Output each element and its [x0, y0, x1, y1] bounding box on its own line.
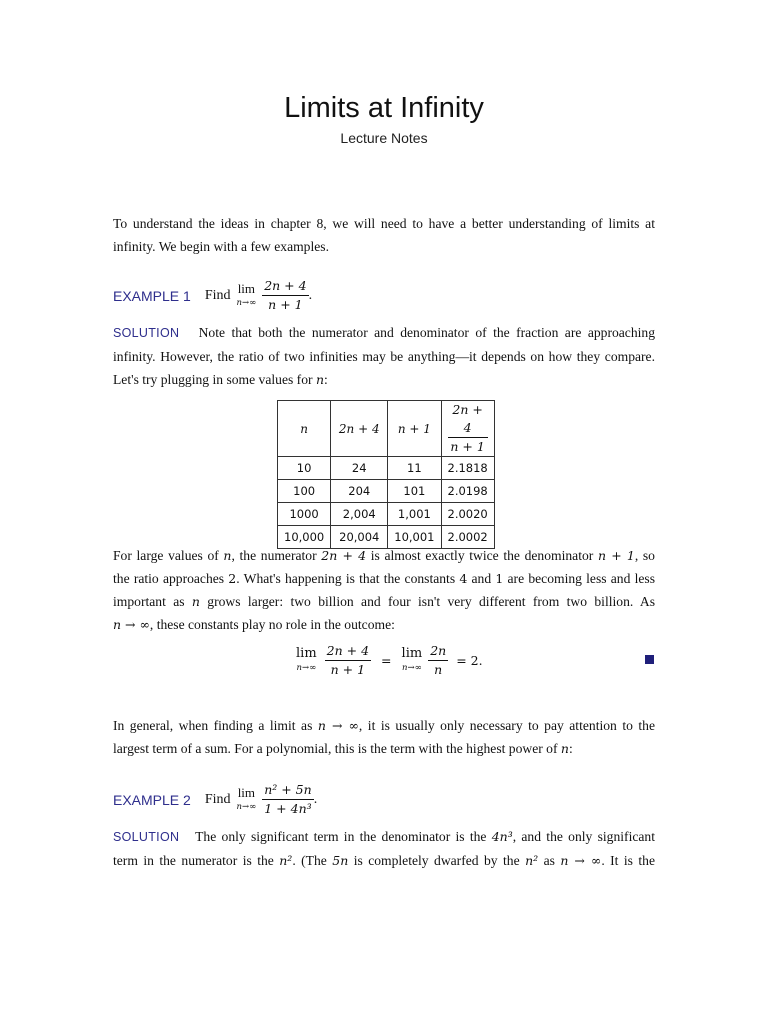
equals-sign: = — [381, 653, 392, 668]
solution-2-line-1: SOLUTION The only significant term in the denominator is the 4n³, and the only significant — [113, 829, 655, 844]
table-cell: 2,004 — [331, 503, 388, 526]
solution-2-label: SOLUTION — [113, 830, 180, 844]
example-2-period: . — [313, 791, 318, 807]
solution-1-paragraph — [113, 321, 655, 391]
solution-1-line-2: infinity. However, the ratio of two infinities may be anything—it depends on how they compare. — [113, 349, 655, 364]
fraction-numerator: 2n + 4 — [264, 278, 307, 293]
example-1 — [113, 277, 312, 314]
general-line-1: In general, when finding a limit as n → ∞, it is usually only necessary to pay attention to the — [113, 718, 655, 733]
example-2 — [113, 781, 317, 818]
intro-paragraph — [113, 212, 655, 258]
lim-text: lim — [401, 645, 423, 661]
example-1-find: Find — [204, 287, 231, 303]
table-cell: 10,000 — [278, 526, 331, 549]
example-1-fraction — [262, 277, 308, 314]
document-subtitle: Lecture Notes — [340, 130, 428, 146]
lim-subscript: n→∞ — [296, 662, 317, 673]
example-2-fraction — [262, 781, 314, 818]
document-title: Limits at Infinity — [284, 92, 484, 124]
table-row — [278, 503, 495, 526]
example-1-period: . — [308, 287, 313, 303]
solution-1-line-3 — [113, 368, 655, 391]
lim-text: lim — [237, 784, 256, 800]
explanation-line-3: important as n grows larger: two billion and four isn't very different from two billion. As — [113, 594, 655, 609]
solution-1-label: SOLUTION — [113, 326, 180, 340]
fraction-denominator: n — [428, 660, 448, 679]
lim-text: lim — [296, 645, 317, 661]
fraction-denominator: n + 1 — [262, 295, 308, 314]
fraction-numerator: 2n — [430, 643, 447, 658]
qed-square-icon — [645, 655, 654, 664]
table-cell: 20,004 — [331, 526, 388, 549]
table-cell: 24 — [331, 457, 388, 480]
table-header-n: n — [278, 401, 331, 457]
lim-subscript: n→∞ — [402, 662, 422, 673]
explanation-line-2: the ratio approaches 2. What's happening is that the constants 4 and 1 are becoming less and less — [113, 571, 655, 586]
fraction-denominator: 1 + 4n³ — [262, 799, 314, 818]
table-cell: 10,001 — [388, 526, 441, 549]
table-header-2n4: 2n + 4 — [331, 401, 388, 457]
general-paragraph — [113, 714, 655, 760]
table-row — [278, 480, 495, 503]
table-row — [278, 457, 495, 480]
example-1-lim — [237, 282, 257, 310]
table-header-n1: n + 1 — [388, 401, 441, 457]
table-cell: 10 — [278, 457, 331, 480]
lim-subscript: n→∞ — [236, 801, 257, 812]
solution-2-line-2: term in the numerator is the n². (The 5n is completely dwarfed by the n² as n → ∞. It is the — [113, 853, 655, 868]
example-2-find: Find — [204, 791, 231, 807]
table-cell: 2.1818 — [441, 457, 494, 480]
table-header-ratio — [441, 401, 494, 457]
fraction-denominator: n + 1 — [325, 660, 371, 679]
explanation-line-1: For large values of n, the numerator 2n + 4 is almost exactly twice the denominator n + 1, so — [113, 548, 655, 563]
ratio-fraction — [448, 401, 488, 456]
display-lim-2 — [402, 647, 423, 675]
lim-subscript: n→∞ — [236, 297, 257, 308]
display-lim-1 — [296, 647, 317, 675]
display-equation — [296, 642, 483, 679]
explanation-line-4: n → ∞, these constants play no role in the outcome: — [113, 617, 395, 632]
table-header-row — [278, 401, 495, 457]
general-line-2: largest term of a sum. For a polynomial, this is the term with the highest power of n: — [113, 741, 573, 756]
table-cell: 2.0020 — [441, 503, 494, 526]
table-cell: 101 — [388, 480, 441, 503]
lim-text: lim — [237, 280, 256, 296]
example-2-label: EXAMPLE 2 — [113, 791, 191, 808]
display-result: = 2. — [456, 653, 483, 668]
colon: : — [324, 372, 328, 387]
table-cell: 1,001 — [388, 503, 441, 526]
table-cell: 2.0198 — [441, 480, 494, 503]
solution-1-line-1-text: Note that both the numerator and denominator of the fraction are approaching — [198, 325, 656, 340]
values-table — [277, 400, 495, 549]
display-fraction-2 — [428, 642, 448, 679]
table-cell: 2.0002 — [441, 526, 494, 549]
display-fraction-1 — [325, 642, 371, 679]
table-cell: 100 — [278, 480, 331, 503]
solution-2-paragraph — [113, 825, 655, 872]
solution-1-line-3-text: Let's try plugging in some values for — [113, 372, 316, 387]
ratio-denominator: n + 1 — [448, 437, 488, 456]
fraction-numerator: n² + 5n — [264, 782, 312, 797]
table-cell: 11 — [388, 457, 441, 480]
example-1-label: EXAMPLE 1 — [113, 287, 191, 304]
table-cell: 1000 — [278, 503, 331, 526]
var-n: n — [315, 372, 324, 387]
ratio-numerator: 2n + 4 — [452, 402, 483, 435]
intro-line-2: infinity. We begin with a few examples. — [113, 239, 329, 254]
example-2-lim — [237, 786, 257, 814]
explanation-paragraph — [113, 544, 655, 636]
table-cell: 204 — [331, 480, 388, 503]
intro-line-1: To understand the ideas in chapter 8, we will need to have a better understanding of limits at — [113, 216, 655, 231]
solution-1-line-1 — [113, 321, 655, 345]
fraction-numerator: 2n + 4 — [326, 643, 370, 658]
